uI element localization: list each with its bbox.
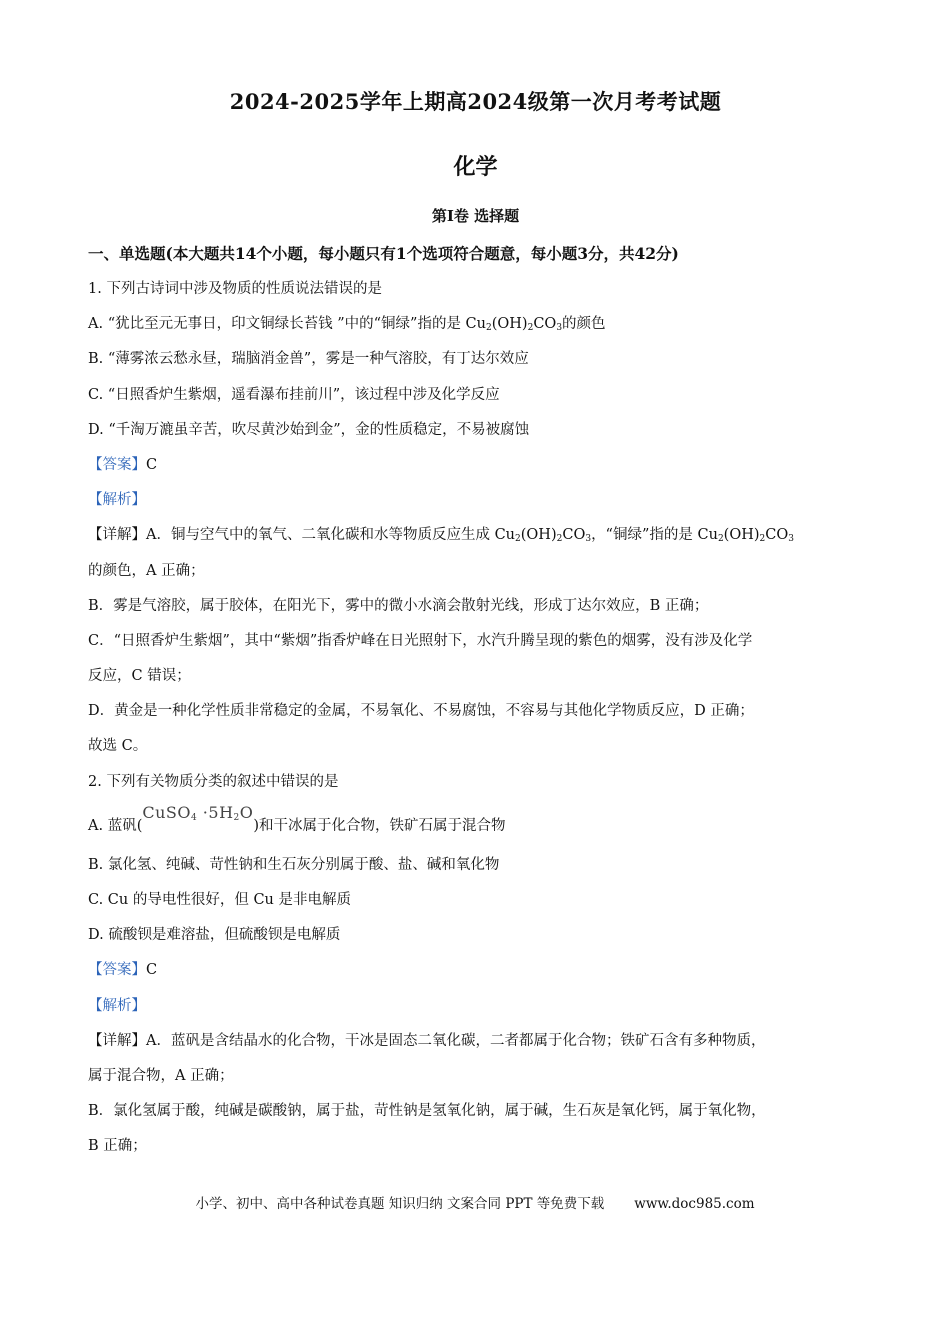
q1-detail-2: B．雾是气溶胶，属于胶体，在阳光下，雾中的微小水滴会散射光线，形成丁达尔效应，B 正确； bbox=[88, 597, 709, 614]
footer-text: 小学、初中、高中各种试卷真题 知识归纳 文案合同 PPT 等免费下载 bbox=[195, 1196, 605, 1212]
q1-detail-1b: 的颜色，A 正确； bbox=[88, 562, 205, 579]
q1-option-a: A. “犹比至元无事日，印文铜绿长苔钱 ”中的“铜绿”指的是 $Cu_2(OH)_2CO_3$的颜色 bbox=[88, 316, 606, 334]
q2-option-b: B. 氯化氢、纯碱、苛性钠和生石灰分别属于酸、盐、碱和氧化物 bbox=[88, 856, 500, 873]
q2-detail-2: B．氯化氢属于酸，纯碱是碳酸钠，属于盐，苛性钠是氢氧化钠，属于碱，生石灰是氧化钙，属于氧化物， bbox=[88, 1103, 766, 1120]
q1-detail-1: 【详解】A．铜与空气中的氧气、二氧化碳和水等物质反应生成 $Cu_2(OH)_2CO_3$，“铜绿”指的是 $Cu_2(OH)_2CO_3$ bbox=[88, 527, 794, 545]
q1-option-c: C. “日照香炉生紫烟，遥看瀑布挂前川”，该过程中涉及化学反应 bbox=[88, 386, 500, 403]
subject-title: 化学 bbox=[453, 154, 498, 180]
q1-answer: 【答案】C bbox=[88, 456, 158, 473]
q1-conclusion: 故选 C。 bbox=[88, 738, 148, 755]
page-footer bbox=[0, 1192, 950, 1212]
q2-option-a: A. 蓝矾(CuSO$_4$ $\cdot 5H_2O$)和干冰属于化合物，铁矿石属于混合物 bbox=[88, 802, 506, 834]
q1-analysis-tag: 【解析】 bbox=[88, 492, 146, 509]
q1-stem: 1. 下列古诗词中涉及物质的性质说法错误的是 bbox=[88, 281, 382, 297]
q1-option-d: D. “千淘万漉虽辛苦，吹尽黄沙始到金”，金的性质稳定，不易被腐蚀 bbox=[88, 421, 530, 438]
q1-detail-4: D．黄金是一种化学性质非常稳定的金属，不易氧化、不易腐蚀，不容易与其他化学物质反应，D 正确； bbox=[88, 703, 754, 720]
answer-tag: 【答案】 bbox=[88, 962, 146, 979]
q2-option-c: C. Cu 的导电性很好，但 Cu 是非电解质 bbox=[88, 892, 351, 908]
question-body bbox=[88, 277, 863, 1170]
q2-detail-1b: 属于混合物，A 正确； bbox=[88, 1067, 234, 1084]
detail-tag: 【详解】 bbox=[88, 527, 146, 544]
q1-option-b: B. “薄雾浓云愁永昼，瑞脑消金兽”，雾是一种气溶胶，有丁达尔效应 bbox=[88, 351, 529, 368]
footer-url[interactable]: www.doc985.com bbox=[634, 1196, 755, 1212]
q2-stem: 2. 下列有关物质分类的叙述中错误的是 bbox=[88, 773, 339, 790]
q2-detail-2b: B 正确； bbox=[88, 1138, 147, 1155]
answer-tag: 【答案】 bbox=[88, 456, 146, 473]
cuso4-formula: CuSO$_4$ $\cdot 5H_2O$ bbox=[142, 802, 254, 823]
q1-detail-3: C．“日照香炉生紫烟”，其中“紫烟”指香炉峰在日光照射下，水汽升腾呈现的紫色的烟雾，没有涉及化学 bbox=[88, 632, 753, 649]
q2-analysis-tag: 【解析】 bbox=[88, 997, 146, 1014]
section-heading: 一、单选题(本大题共14个小题，每小题只有1个选项符合题意，每小题3分，共42分) bbox=[88, 244, 679, 263]
detail-tag: 【详解】 bbox=[88, 1032, 146, 1049]
exam-title: 2024-2025学年上期高2024级第一次月考考试题 bbox=[229, 89, 722, 114]
q2-option-d: D. 硫酸钡是难溶盐，但硫酸钡是电解质 bbox=[88, 927, 341, 944]
q1-detail-3b: 反应，C 错误； bbox=[88, 668, 191, 685]
q2-answer: 【答案】C bbox=[88, 962, 158, 979]
part-title: 第Ⅰ卷 选择题 bbox=[431, 207, 520, 225]
q2-detail-1: 【详解】A．蓝矾是含结晶水的化合物，干冰是固态二氧化碳，二者都属于化合物；铁矿石含有多种物质， bbox=[88, 1032, 766, 1049]
